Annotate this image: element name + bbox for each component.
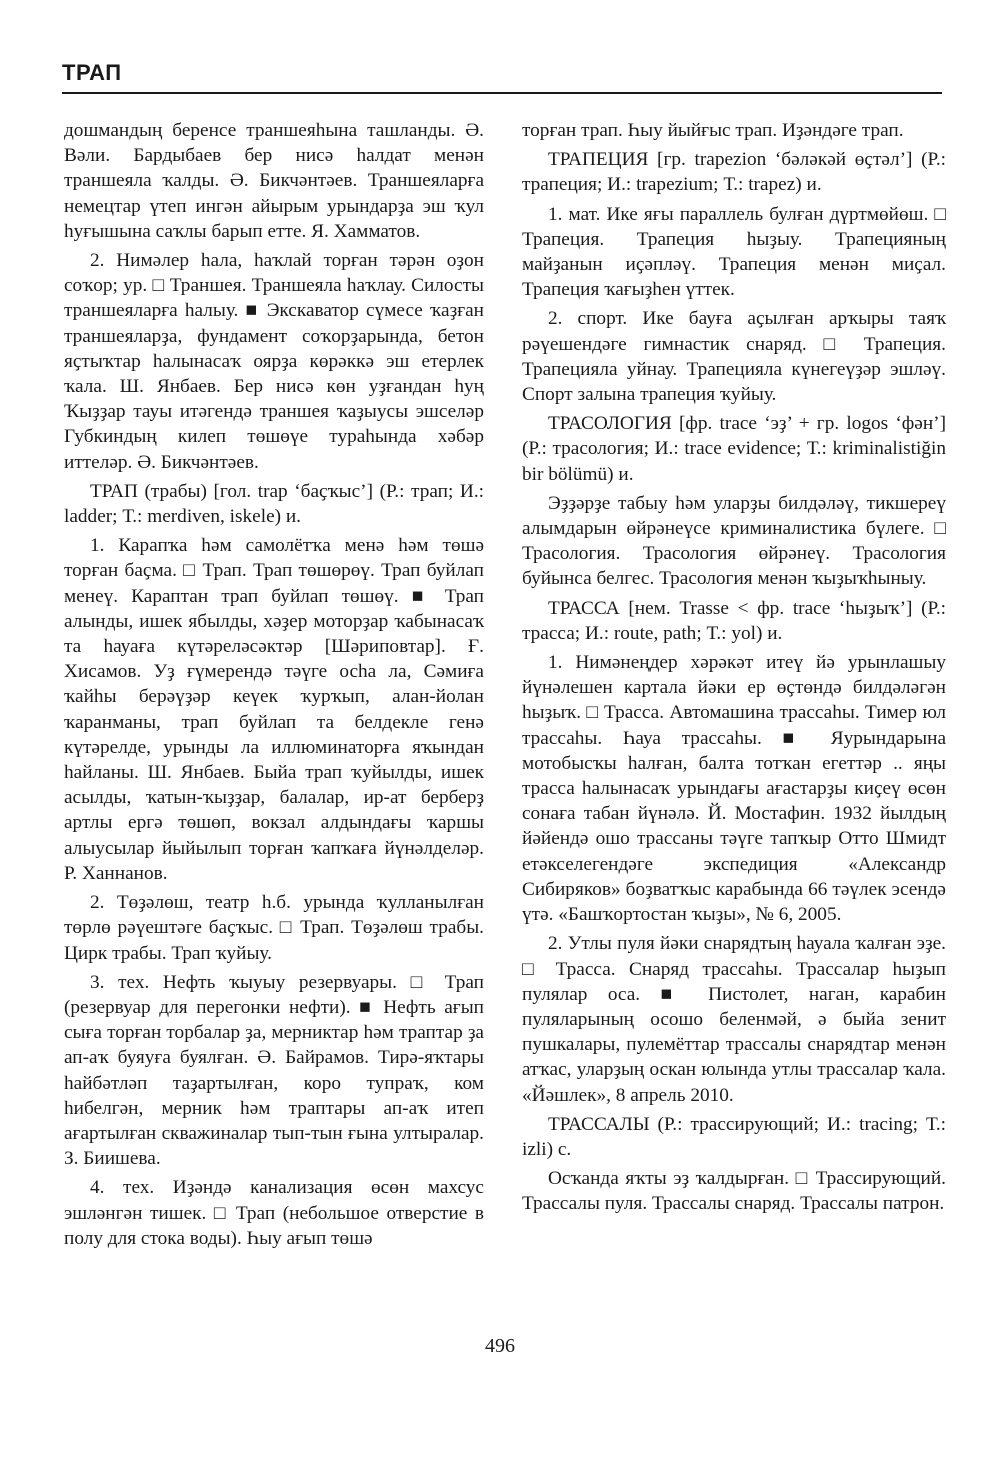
paragraph: дошмандың беренсе траншеяһына ташланды. Ә. Вәли. Бардыбаев бер нисә һалдат менән траншеяла ҡалды. Ә. Бикчәнтәев. Траншеяларға немецтар үтеп ингән айырым урындарҙа эш ҡул һуғышына саҡлы барып етте. Я. Хамматов. (64, 120, 484, 242)
paragraph: Эҙҙәрҙе табыу һәм уларҙы билдәләү, тикшереү алымдарын өйрәнеүсе криминалистика бүлеге. □ Трасология. Трасология өйрәнеү. Трасология буйынса белгес. Трасология менән ҡыҙыҡһыныу. (522, 492, 946, 590)
paragraph: 2. Нимәлер һала, һаҡлай торған тәрән оҙон соҡор; ур. □ Траншея. Траншеяла һаҡлау. Силосты траншеяларға һалыу. ■ Экскаватор сүмесе ҡаҙған траншеяларҙа, фундамент соҡорҙарында, бетон яҫтыҡтар һалынасаҡ оярҙа көрәккә эш етерлек ҡала. Ш. Янбаев. Бер нисә көн уҙғандан һуң Ҡыҙҙар тауы итәгендә траншея ҡаҙыусы эшселәр Губкиндың килеп төшөүе тураһында хәбәр иттеләр. Ә. Бикчәнтәев. (64, 250, 484, 473)
paragraph: 1. Нимәнеңдер хәрәкәт итеү йә урынлашыу йүнәлешен картала йәки ер өҫтөндә билдәләгән һыҙыҡ. □ Трасса. Автомашина трассаһы. Тимер юл трассаһы. Һауа трассаһы. ■ Яурындарына мотобысҡы һалған, балта тотҡан егеттәр .. яңы трасса һалынасаҡ урындағы ағастарҙы киҫеү өсөн сонаға табан йүнәлә. Й. Мостафин. 1932 йылдың йәйендә ошо трассаны тәүге тапҡыр Отто Шмидт етәкселегендәге экспедиция «Александр Сибиряков» боҙватҡыс карабында 66 тәүлек эсендә үтә. «Башҡортостан ҡыҙы», № 6, 2005. (522, 652, 946, 926)
left-column (64, 118, 484, 1255)
entry-paragraph: ТРАСОЛОГИЯ [фр. trace ‘эҙ’ + гр. logos ‘фән’] (Р.: трасология; И.: trace evidence; Т.: kriminalistiğin bir bölümü) и. (522, 413, 946, 485)
paragraph: 1. Карапҡа һәм самолётҡа менә һәм төшә торған баҫма. □ Трап. Трап төшөрөү. Трап буйлап менеү. Караптан трап буйлап төшөү. ■ Трап алынды, ишек ябылды, хәҙер моторҙар ҡабынасаҡ та һауаға күтәреләсәктәр [Шәриповтар]. Ғ. Хисамов. Уҙ ғүмерендә тәүге осһа ла, Сәмиға ҡайһы берәүҙәр кеүек ҡурҡып, алан-йолан ҡаранманы, трап буйлап та белдекле генә күтәрелде, урынды ла иллюминаторға яҡындан һайланы. Ш. Янбаев. Быйа трап ҡуйылды, ишек асылды, ҡатын-ҡыҙҙар, балалар, ир-ат берберҙ артлы ергә төшөп, вокзал алдындағы ҡаршы алыусылар йыйылып торған ҡапҡаға йүнәлделәр. Р. Ханнанов. (64, 535, 484, 884)
entry-paragraph: ТРАССА [нем. Trasse < фр. trace ‘һыҙыҡ’] (Р.: трасса; И.: route, path; Т.: yol) и. (522, 597, 946, 644)
paragraph: торған трап. Һыу йыйғыс трап. Иҙәндәге трап. (522, 120, 904, 141)
entry-paragraph: ТРАП (трабы) [гол. trap ‘баҫҡыс’] (Р.: трап; И.: ladder; Т.: merdiven, iskele) и. (64, 480, 484, 528)
paragraph: 1. мат. Ике яғы параллель булған дүртмөйөш. □ Трапеция. Трапеция һыҙыу. Трапецияның майҙанын иҫәпләү. Трапеция менән миҫал. Трапеция ҡағыҙһен үттек. (522, 203, 946, 301)
paragraph: 3. тех. Нефть ҡыуыу резервуары. □ Трап (резервуар для перегонки нефти). ■ Нефть ағып сыға торған торбалар ҙа, мерниктар һәм траптар ҙа ап-аҡ буяуға буялған. Ә. Байрамов. Тирә-яҡтары һайбәтләп таҙартылған, коро тупраҡ, ком һибелгән, мерник һәм траптары ап-аҡ итеп ағартылған скважиналар тып-тын ғына ултыралар. З. Биишева. (64, 971, 484, 1170)
running-head: ТРАП (62, 60, 122, 85)
paragraph: Осҡанда яҡты эҙ ҡалдырған. □ Трассирующий. Трассалы пуля. Трассалы снаряд. Трассалы патрон. (522, 1168, 946, 1215)
entry-paragraph: ТРАПЕЦИЯ [гр. trapezion ‘бәләкәй өҫтәл’] (Р.: трапеция; И.: trapezium; Т.: trapez) и. (522, 149, 946, 196)
paragraph: 2. Төҙәлөш, театр һ.б. урында ҡулланылған төрлө рәүештәге баҫҡыс. □ Трап. Төҙәлөш трабы. Цирк трабы. Трап ҡуйыу. (64, 892, 484, 964)
header-rule (62, 92, 942, 94)
paragraph: 2. Утлы пуля йәки снарядтың һауала ҡалған эҙе. □ Трасса. Снаряд трассаһы. Трассалар һыҙып пулялар оса. ■ Пистолет, наган, карабин пуляларының осошо беленмәй, ә быйа зенит пушкалары, пулемёттар трассалы снарядтар менән атҡас, уларҙың оскан юлында утлы трассалар ҡала. «Йәшлек», 8 апрель 2010. (522, 933, 946, 1106)
entry-paragraph: ТРАССАЛЫ (Р.: трассирующий; И.: tracing; Т.: izli) с. (522, 1113, 946, 1160)
paragraph: 2. спорт. Ике бауға аҫылған арҡыры таяҡ рәүешендәге гимнастик снаряд. □ Трапеция. Трапецияла уйнау. Трапецияла күнегеүҙәр эшләү. Спорт залына трапеция ҡуйыу. (522, 308, 946, 406)
paragraph: 4. тех. Иҙәндә канализация өсөн махсус эшләнгән тишек. □ Трап (небольшое отверстие в полу для стока воды). Һыу ағып төшә (64, 1177, 484, 1249)
right-column (522, 118, 946, 1221)
page-number: 496 (485, 1335, 515, 1357)
